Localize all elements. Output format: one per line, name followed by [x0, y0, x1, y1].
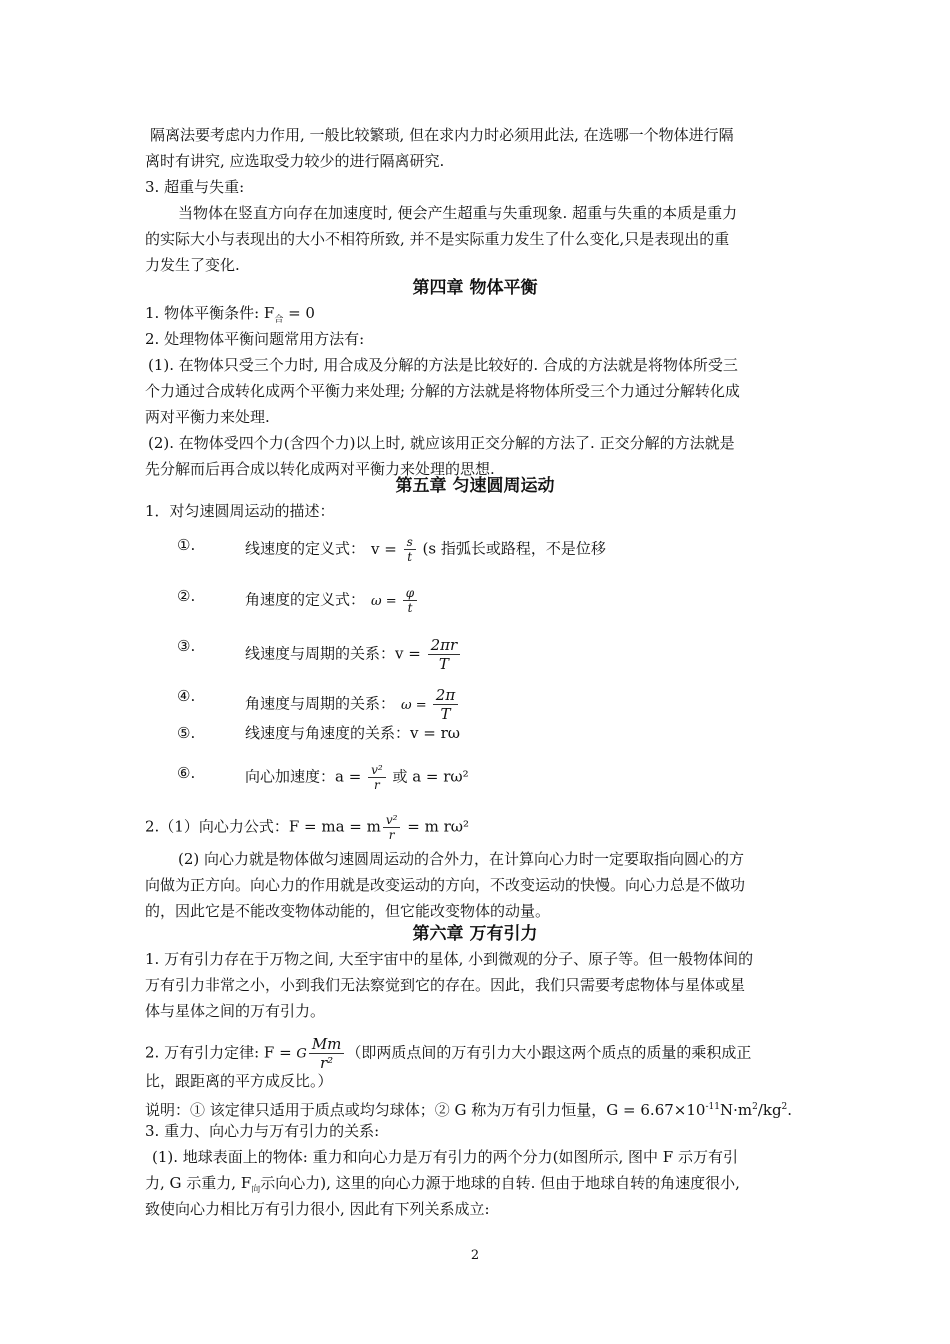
text-line: 3. 超重与失重: — [145, 178, 245, 196]
text-line: 万有引力非常之小，小到我们无法察觉到它的存在。因此，我们只需要考虑物体与星体或星 — [145, 976, 746, 994]
text-line: (2) 向心力就是物体做匀速圆周运动的合外力，在计算向心力时一定要取指向圆心的方 — [178, 850, 745, 868]
chapter-heading-6: 第六章 万有引力 — [412, 924, 538, 944]
text-line: 的，因此它是不能改变物体动能的，但它能改变物体的动量。 — [145, 902, 551, 920]
text-line: 致使向心力相比万有引力很小, 因此有下列关系成立: — [145, 1200, 490, 1218]
text-line: 1. 物体平衡条件: $F_合 = 0$ — [145, 304, 315, 325]
text-line: 两对平衡力来处理. — [145, 408, 270, 426]
text-line: 个力通过合成转化成两个平衡力来处理; 分解的方法就是将物体所受三个力通过分解转化成 — [145, 382, 740, 400]
text-line: 说明：① 该定律只适用于质点或均匀球体；② G 称为万有引力恒量，$G = 6.67\times 10^{-11}N\cdot m^2/kg^2$. — [145, 1101, 793, 1119]
text-line: 3. 重力、向心力与万有引力的关系: — [145, 1122, 380, 1140]
text-line: 隔离法要考虑内力作用, 一般比较繁琐, 但在求内力时必须用此法, 在选哪一个物体进行隔 — [150, 126, 734, 144]
text-line: 当物体在竖直方向存在加速度时, 便会产生超重与失重现象. 超重与失重的本质是重力 — [178, 204, 738, 222]
gravitation-law: 2. 万有引力定律: F = G $\frac{Mm}{\text{r²}}$ （即两质点间的万有引力大小跟这两个质点的质量的乘积成正 — [145, 1035, 752, 1072]
document-page: 隔离法要考虑内力作用, 一般比较繁琐, 但在求内力时必须用此法, 在选哪一个物体进行隔 离时有讲究, 应选取受力较少的进行隔离研究. 3. 超重与失重: 当物体在竖直方向存在加速度时, 便会产生超重与失重现象. 超重与失重的本质是重力 的实际大小与表现出的大小不相符所致, 并不是实际重力发生了什么变化,只是表现出的重 力发生了变化. 第四章 物体平衡 1. 物体平衡条件: $F_合 = 0$ 2. 处理物体平衡问题常用方法有: (1). 在物体只受三个力时, 用合成及分解的方法是比较好的. 合成的方法就是将物体所受三 个力通过合成转化成两个平衡力来处理; 分解的方法就是将物体所受三个力通过分解转化成 两对平衡力来处理. (2). 在物体受四个力(含四个力)以上时, 就应该用正交分解的方法了. 正交分解的方法就是 先分解而后再合成以转化成两对平衡力来处理的思想. 第五章 匀速圆周运动 1．对匀速圆周运动的描述： ①. 线速度的定义式： v = $\frac{s}{t}$ (s 指弧长或路程，不是位移 ②. 角速度的定义式： ω = $\frac{\varphi}{t}$ ③. 线速度与周期的关系：v = $\frac{2\pi r}{T}$ ④. 角速度与周期的关系： ω = $\frac{2\pi}{T}$ ⑤. 线速度与角速度的关系：v = rω ⑥. 向心加速度：a = $\frac{\text{v²}}{r}$ 或 a = rω² 2.（1）向心力公式：F = ma = m $\frac{\text{v²}}{r}$ = m rω² (2) 向心力就是物体做匀速圆周运动的合外力，在计算向心力时一定要取指向圆心的方 向做为正方向。向心力的作用就是改变运动的方向，不改变运动的快慢。向心力总是不做功 的，因此它是不能改变物体动能的，但它能改变物体的动量。 第六章 万有引力 1. 万有引力存在于万物之间, 大至宇宙中的星体, 小到微观的分子、原子等。但一般物体间的 万有引力非常之小，小到我们无法察觉到它的存在。因此，我们只需要考虑物体与星体或星 体与星体之间的万有引力。 2. 万有引力定律: F = G $\frac{Mm}{\text{r²}}$ （即两质点间的万有引力大小跟这两个质点的质量的乘积成正 比，跟距离的平方成反比。） 说明：① 该定律只适用于质点或均匀球体；② G 称为万有引力恒量，$G = 6.67\times 10^{-11}N\cdot m^2/kg^2$. 3. 重力、向心力与万有引力的关系: (1). 地球表面上的物体: 重力和向心力是万有引力的两个分力(如图所示, 图中 F 示万有引 力, G 示重力, $F_向$示向心力), 这里的向心力源于地球的自转. 但由于地球自转的角速度很小, 致使向心力相比万有引力很小, 因此有下列关系成立: 2 — [0, 0, 950, 1344]
text-line: 1. 万有引力存在于万物之间, 大至宇宙中的星体, 小到微观的分子、原子等。但一般物体间的 — [145, 950, 754, 968]
text-line: 向做为正方向。向心力的作用就是改变运动的方向，不改变运动的快慢。向心力总是不做功 — [145, 876, 746, 894]
centripetal-force-formula: 2.（1）向心力公式：F = ma = m $\frac{\text{v²}}{r}$ = m rω² — [145, 813, 469, 842]
text-line: 离时有讲究, 应选取受力较少的进行隔离研究. — [145, 152, 445, 170]
text-line: 的实际大小与表现出的大小不相符所致, 并不是实际重力发生了什么变化,只是表现出的重 — [145, 230, 730, 248]
text-line: 力发生了变化. — [145, 256, 240, 274]
text-line: (1). 地球表面上的物体: 重力和向心力是万有引力的两个分力(如图所示, 图中 F 示万有引 — [152, 1148, 738, 1166]
text-line: 1．对匀速圆周运动的描述： — [145, 502, 335, 520]
text-line: (1). 在物体只受三个力时, 用合成及分解的方法是比较好的. 合成的方法就是将物体所受三 — [148, 356, 738, 374]
text-line: 2. 处理物体平衡问题常用方法有: — [145, 330, 365, 348]
text-line: (2). 在物体受四个力(含四个力)以上时, 就应该用正交分解的方法了. 正交分解的方法就是 — [148, 434, 735, 452]
text-line: 先分解而后再合成以转化成两对平衡力来处理的思想. — [145, 460, 495, 478]
chapter-heading-5: 第五章 匀速圆周运动 — [395, 476, 555, 496]
text-line: 力, G 示重力, $F_向$示向心力), 这里的向心力源于地球的自转. 但由于地球自转的角速度很小, — [145, 1174, 740, 1195]
text-line: 体与星体之间的万有引力。 — [145, 1002, 326, 1020]
text-line: 比，跟距离的平方成反比。） — [145, 1072, 333, 1090]
chapter-heading-4: 第四章 物体平衡 — [412, 278, 538, 298]
page-number: 2 — [470, 1248, 480, 1263]
